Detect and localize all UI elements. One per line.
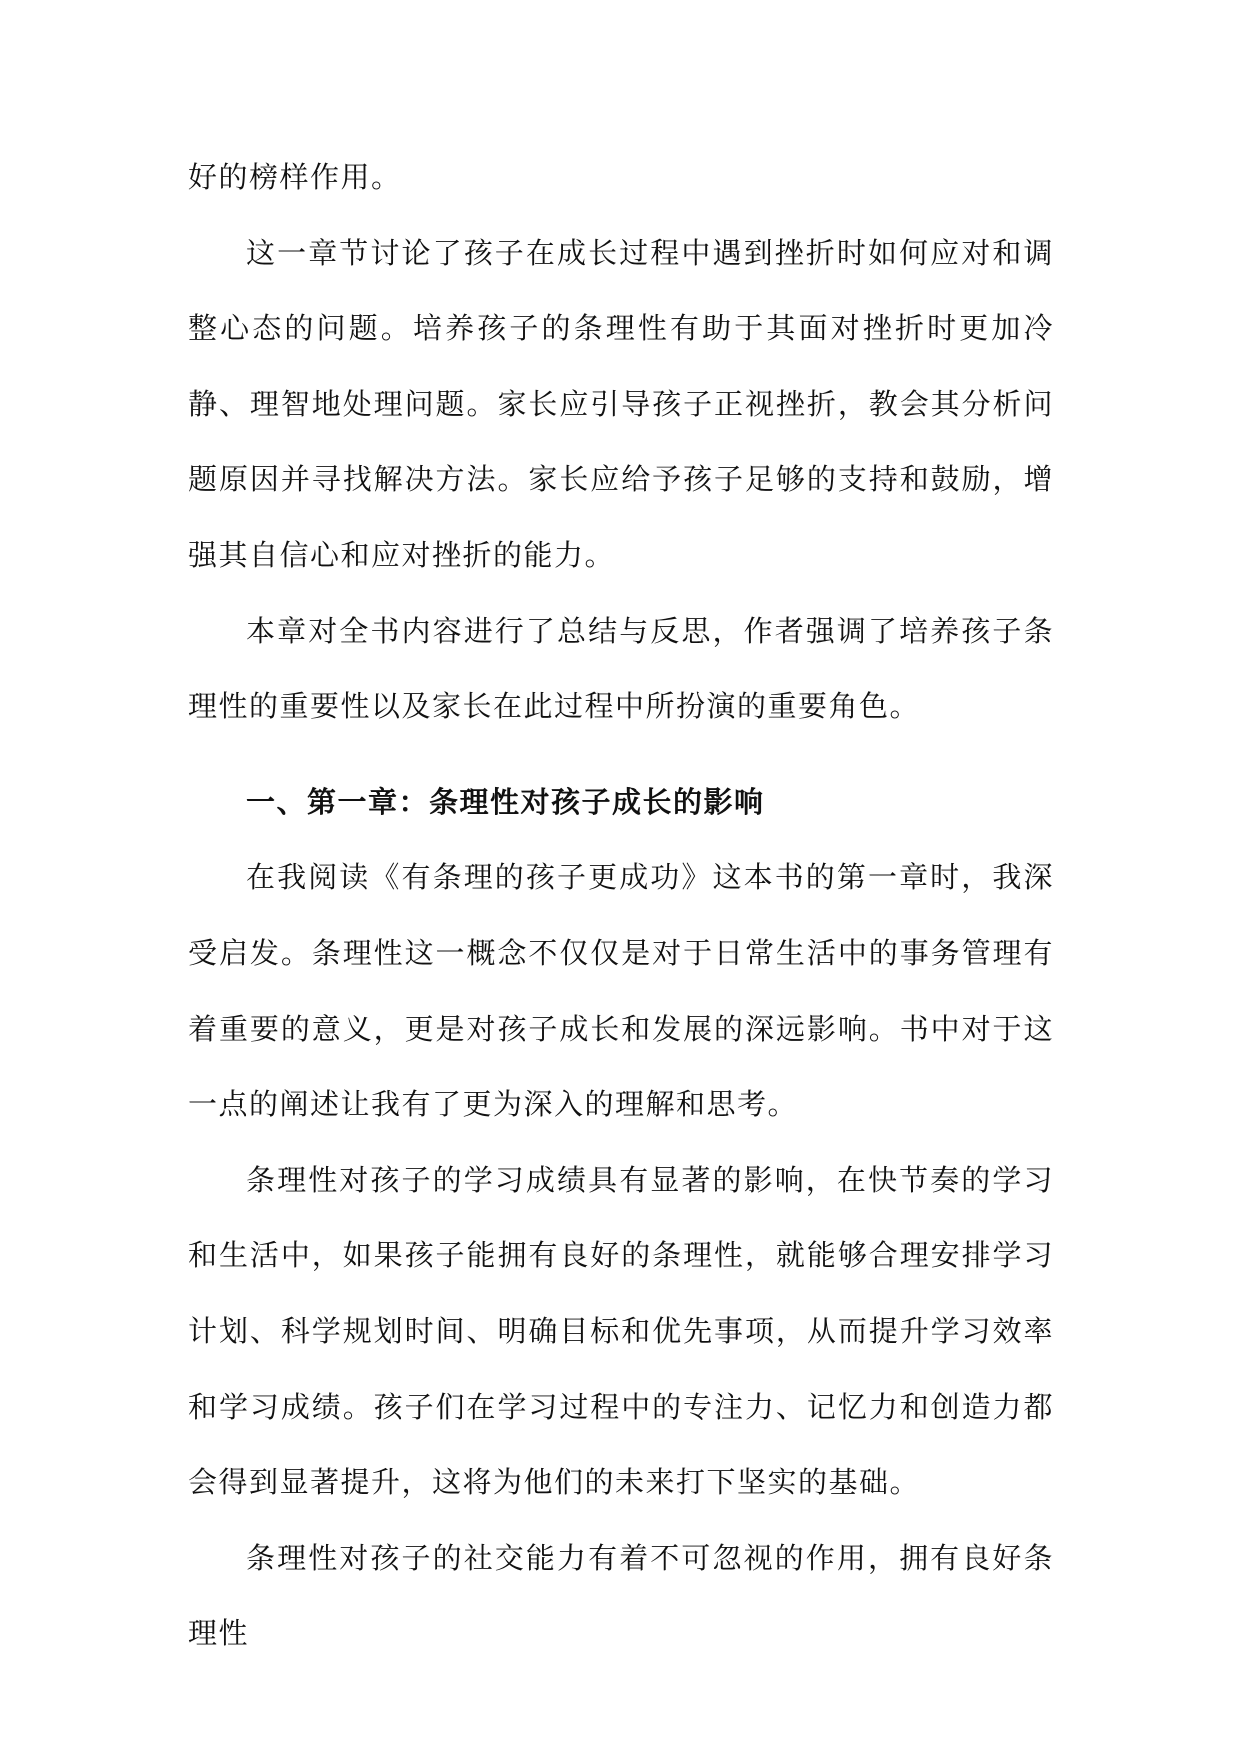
document-body	[188, 140, 1054, 1672]
paragraph-summary: 本章对全书内容进行了总结与反思，作者强调了培养孩子条理性的重要性以及家长在此过程中所扮演的重要角色。	[188, 613, 1054, 724]
section-heading: 一、第一章：条理性对孩子成长的影响	[246, 784, 765, 819]
paragraph-social: 条理性对孩子的社交能力有着不可忽视的作用，拥有良好条理性	[188, 1540, 1054, 1651]
paragraph-study: 条理性对孩子的学习成绩具有显著的影响，在快节奏的学习和生活中，如果孩子能拥有良好的条理性，就能够合理安排学习计划、科学规划时间、明确目标和优先事项，从而提升学习效率和学习成绩。孩子们在学习过程中的专注力、记忆力和创造力都会得到显著提升，这将为他们的未来打下坚实的基础。	[188, 1162, 1054, 1500]
paragraph-frustration: 这一章节讨论了孩子在成长过程中遇到挫折时如何应对和调整心态的问题。培养孩子的条理性有助于其面对挫折时更加冷静、理智地处理问题。家长应引导孩子正视挫折，教会其分析问题原因并寻找解决方法。家长应给予孩子足够的支持和鼓励，增强其自信心和应对挫折的能力。	[188, 235, 1054, 572]
paragraph-reading: 在我阅读《有条理的孩子更成功》这本书的第一章时，我深受启发。条理性这一概念不仅仅是对于日常生活中的事务管理有着重要的意义，更是对孩子成长和发展的深远影响。书中对于这一点的阐述让我有了更为深入的理解和思考。	[188, 860, 1054, 1122]
paragraph-continuation: 好的榜样作用。	[188, 160, 402, 194]
